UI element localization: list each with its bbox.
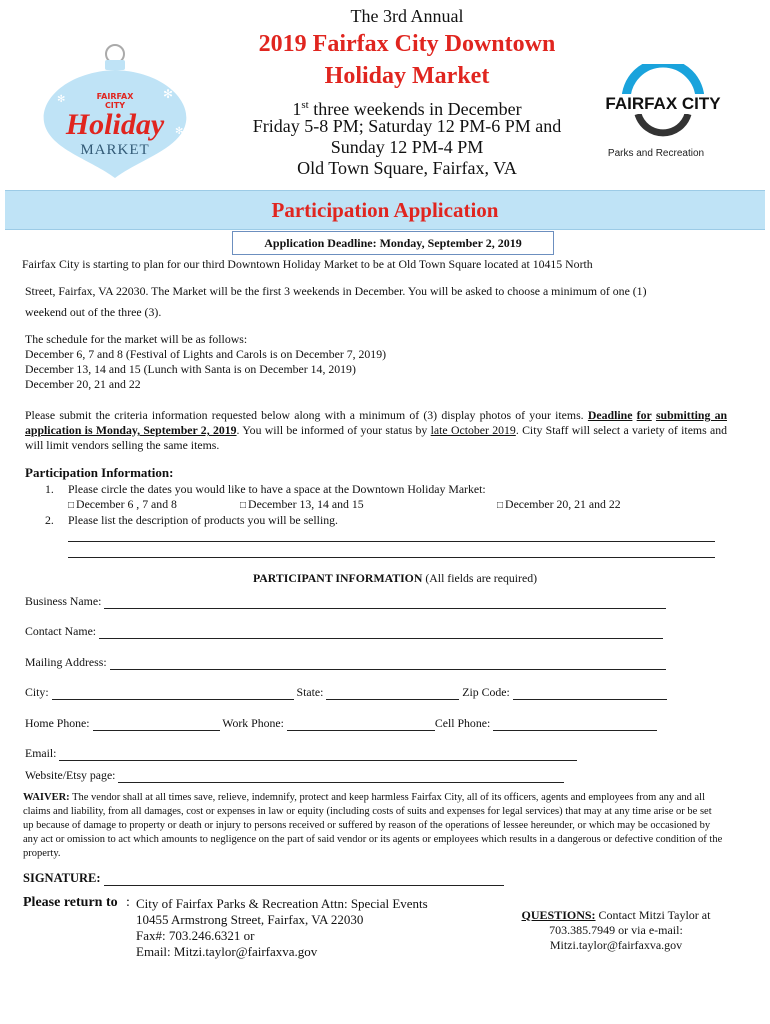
contact-name-row: [25, 624, 663, 639]
return-colon: :: [126, 895, 130, 910]
cell-phone-input[interactable]: [493, 718, 657, 731]
header-location: Old Town Square, Fairfax, VA: [297, 158, 517, 178]
submit-b: Deadline: [587, 408, 633, 422]
zip-input[interactable]: [513, 687, 667, 700]
email-label: Email:: [25, 746, 57, 760]
date-option-2[interactable]: □ December 13, 14 and 15: [240, 497, 364, 513]
header-title1: 2019 Fairfax City Downtown: [258, 31, 556, 57]
submit-e: . You will be informed of your status by: [236, 423, 428, 437]
website-input[interactable]: [118, 770, 564, 783]
questions-line2: 703.385.7949 or via e-mail:: [549, 923, 683, 937]
weekends-sup: st: [301, 99, 309, 111]
questions-box: [500, 908, 732, 953]
participant-title: PARTICIPANT INFORMATION: [252, 571, 423, 585]
holiday-market-logo: [35, 42, 195, 182]
submit-a: Please submit the criteria information requested below along with a minimum of (3) display photos of your items.: [25, 408, 584, 422]
header-title2: Holiday Market: [324, 63, 490, 89]
q2-text: Please list the description of products you will be selling.: [68, 513, 338, 527]
city-input[interactable]: [52, 687, 294, 700]
schedule: [25, 332, 765, 392]
return-label: Please return to: [23, 895, 118, 910]
header-hours1: Friday 5-8 PM; Saturday 12 PM-6 PM and: [252, 116, 562, 136]
business-name-input[interactable]: [104, 596, 666, 609]
city-name: FAIRFAX CITY: [588, 94, 738, 114]
deadline-box: Application Deadline: Monday, September 2, 2019: [232, 231, 554, 255]
cell-label: Cell Phone:: [434, 716, 491, 730]
waiver-label: WAIVER:: [23, 792, 70, 803]
signature-label: SIGNATURE:: [23, 871, 101, 885]
return-line4: Email: Mitzi.taylor@fairfaxva.gov: [136, 944, 318, 959]
return-line2: 10455 Armstrong Street, Fairfax, VA 22030: [136, 912, 364, 927]
header-hours2: Sunday 12 PM-4 PM: [330, 137, 484, 157]
submit-g: . City Staff: [515, 423, 569, 437]
intro-p1: Fairfax City is starting to plan for our third Downtown Holiday Market to be at Old Town Square located at 10415 North: [22, 257, 593, 271]
weekends-num: 1: [292, 99, 302, 119]
q1-num: 1.: [45, 482, 54, 496]
city-sub: Parks and Recreation: [607, 148, 705, 159]
ornament-holiday: Holiday: [65, 108, 165, 141]
home-phone-input[interactable]: [93, 718, 220, 731]
products-line-1[interactable]: [68, 541, 715, 542]
submit-paragraph: [25, 408, 727, 453]
submit-h: will select a variety of items and will limit vendors selling the same items.: [25, 423, 728, 452]
ornament-city: CITY: [104, 101, 126, 110]
mailing-row: [25, 655, 666, 670]
header-line1: The 3rd Annual: [350, 6, 464, 26]
fairfax-city-logo: [588, 64, 738, 164]
work-phone-input[interactable]: [287, 718, 435, 731]
contact-name-input[interactable]: [99, 626, 663, 639]
waiver-text: The vendor shall at all times save, relieve, indemnify, protect and keep harmless Fairfax City, all of its officers, agents and employees from any and all claims and liability, from all damages, cost or expenses in law or equity (including costs of suits and expenses for legal services) that may at any time arise or be set up because of damage to property or death or injury to persons received or suffered by reason of the operations of lessee hereunder, or which may be occasioned by any act or omission to act which amounts to negligence on the part of said vendor or its agents or employees which results in a dangerous or defective condition of the property.: [23, 792, 723, 859]
signature-input[interactable]: [104, 872, 504, 886]
business-label: Business Name:: [25, 594, 102, 608]
city-label: City:: [25, 685, 49, 699]
participant-note: (All fields are required): [425, 571, 538, 585]
mailing-address-input[interactable]: [110, 657, 666, 670]
submit-c: for: [636, 408, 652, 422]
signature-row: [23, 871, 504, 886]
website-label: Website/Etsy page:: [25, 768, 116, 782]
home-label: Home Phone:: [25, 716, 90, 730]
city-row: [25, 685, 667, 700]
business-name-row: [25, 594, 666, 609]
email-input[interactable]: [59, 748, 577, 761]
questions-line1: Contact Mitzi Taylor at: [598, 908, 711, 922]
intro-p3: weekend out of the three (3).: [25, 305, 162, 319]
banner-title: Participation Application: [271, 198, 499, 222]
ornament-market: MARKET: [80, 142, 150, 158]
phone-row: [25, 716, 657, 731]
questions-email[interactable]: Mitzi.taylor@fairfaxva.gov: [549, 938, 683, 952]
q1-text: Please circle the dates you would like to have a space at the Downtown Holiday Market:: [68, 482, 486, 496]
svg-text:✻: ✻: [175, 126, 184, 137]
schedule-item: December 6, 7 and 8 (Festival of Lights and Carols is on December 7, 2019): [25, 347, 387, 361]
mailing-label: Mailing Address:: [25, 655, 107, 669]
submit-f: late October 2019: [430, 423, 516, 437]
state-input[interactable]: [326, 687, 459, 700]
schedule-heading: The schedule for the market will be as follows:: [25, 332, 248, 346]
schedule-item: December 13, 14 and 15 (Lunch with Santa is on December 14, 2019): [25, 362, 356, 376]
q2-num: 2.: [45, 513, 54, 527]
svg-text:✻: ✻: [57, 94, 66, 105]
date-option-3[interactable]: □ December 20, 21 and 22: [497, 497, 621, 513]
weekends-rest: three weekends in December: [308, 99, 522, 119]
contact-label: Contact Name:: [25, 624, 97, 638]
submit-d: submitting an application is Monday, September 2, 2019: [25, 408, 728, 437]
waiver: [23, 791, 723, 861]
website-row: [25, 768, 564, 783]
work-label: Work Phone:: [222, 716, 284, 730]
schedule-item: December 20, 21 and 22: [25, 377, 141, 391]
svg-text:✻: ✻: [163, 87, 174, 101]
return-line3: Fax#: 703.246.6321 or: [136, 928, 255, 943]
return-line1: City of Fairfax Parks & Recreation Attn: Special Events: [136, 896, 428, 911]
participant-heading: [25, 571, 765, 586]
state-label: State:: [296, 685, 324, 699]
ornament-fairfax: FAIRFAX: [96, 92, 134, 101]
questions-label: QUESTIONS:: [521, 908, 596, 922]
return-address: [136, 896, 428, 960]
intro-p2: Street, Fairfax, VA 22030. The Market will be the first 3 weekends in December. You will be asked to choose a minimum of one (1): [25, 284, 647, 298]
date-option-1[interactable]: □ December 6 , 7 and 8: [68, 497, 177, 513]
zip-label: Zip Code:: [462, 685, 510, 699]
email-row: [25, 746, 577, 761]
participation-heading: Participation Information:: [25, 465, 174, 480]
products-line-2[interactable]: [68, 557, 715, 558]
